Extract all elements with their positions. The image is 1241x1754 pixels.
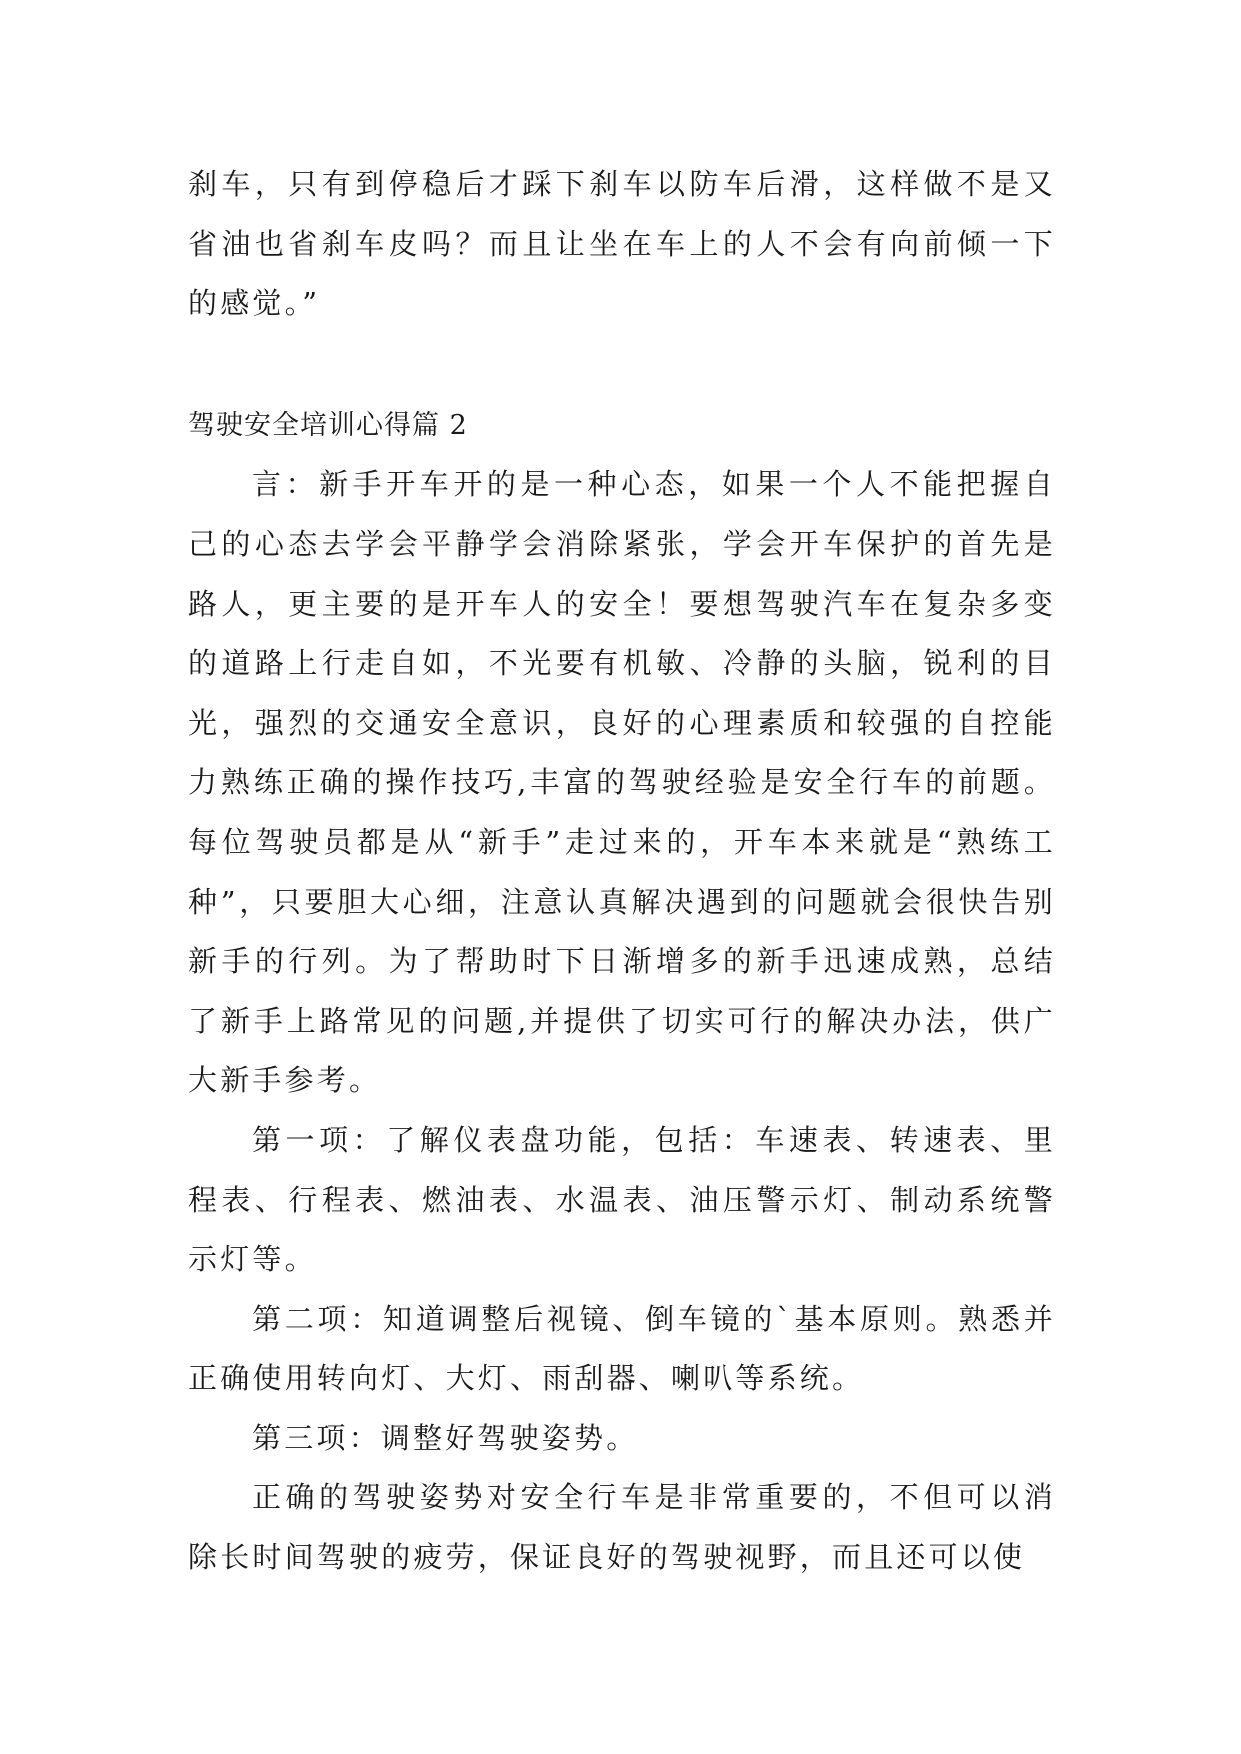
item-three-paragraph: 第三项：调整好驾驶姿势。 [252, 1420, 639, 1455]
section-gap [188, 334, 1056, 396]
item-two-paragraph: 第二项：知道调整后视镜、倒车镜的`基本原则。熟悉并正确使用转向灯、大灯、雨刮器、喇叭等系统。 [188, 1301, 1056, 1396]
item-one-paragraph: 第一项：了解仪表盘功能，包括：车速表、转速表、里程表、行程表、燃油表、水温表、油压警示灯、制动系统警示灯等。 [188, 1122, 1056, 1277]
continuation-paragraph: 刹车，只有到停稳后才踩下刹车以防车后滑，这样做不是又省油也省刹车皮吗？而且让坐在车上的人不会有向前倾一下的感觉。” [188, 167, 1056, 321]
document-body [188, 155, 1056, 1588]
intro-paragraph: 言：新手开车开的是一种心态，如果一个人不能把握自己的心态去学会平静学会消除紧张，学会开车保护的首先是路人，更主要的是开车人的安全！要想驾驶汽车在复杂多变的道路上行走自如，不光要有机敏、冷静的头脑，锐利的目光，强烈的交通安全意识，良好的心理素质和较强的自控能力熟练正确的操作技巧,丰富的驾驶经验是安全行车的前题。每位驾驶员都是从“新手”走过来的，开车本来就是“熟练工种”，只要胆大心细，注意认真解决遇到的问题就会很快告别新手的行列。为了帮助时下日渐增多的新手迅速成熟，总结了新手上路常见的问题,并提供了切实可行的解决办法，供广大新手参考。 [188, 467, 1056, 1098]
posture-paragraph: 正确的驾驶姿势对安全行车是非常重要的，不但可以消除长时间驾驶的疲劳，保证良好的驾驶视野，而且还可以使 [188, 1480, 1056, 1575]
section-title: 驾驶安全培训心得篇 2 [188, 409, 468, 441]
